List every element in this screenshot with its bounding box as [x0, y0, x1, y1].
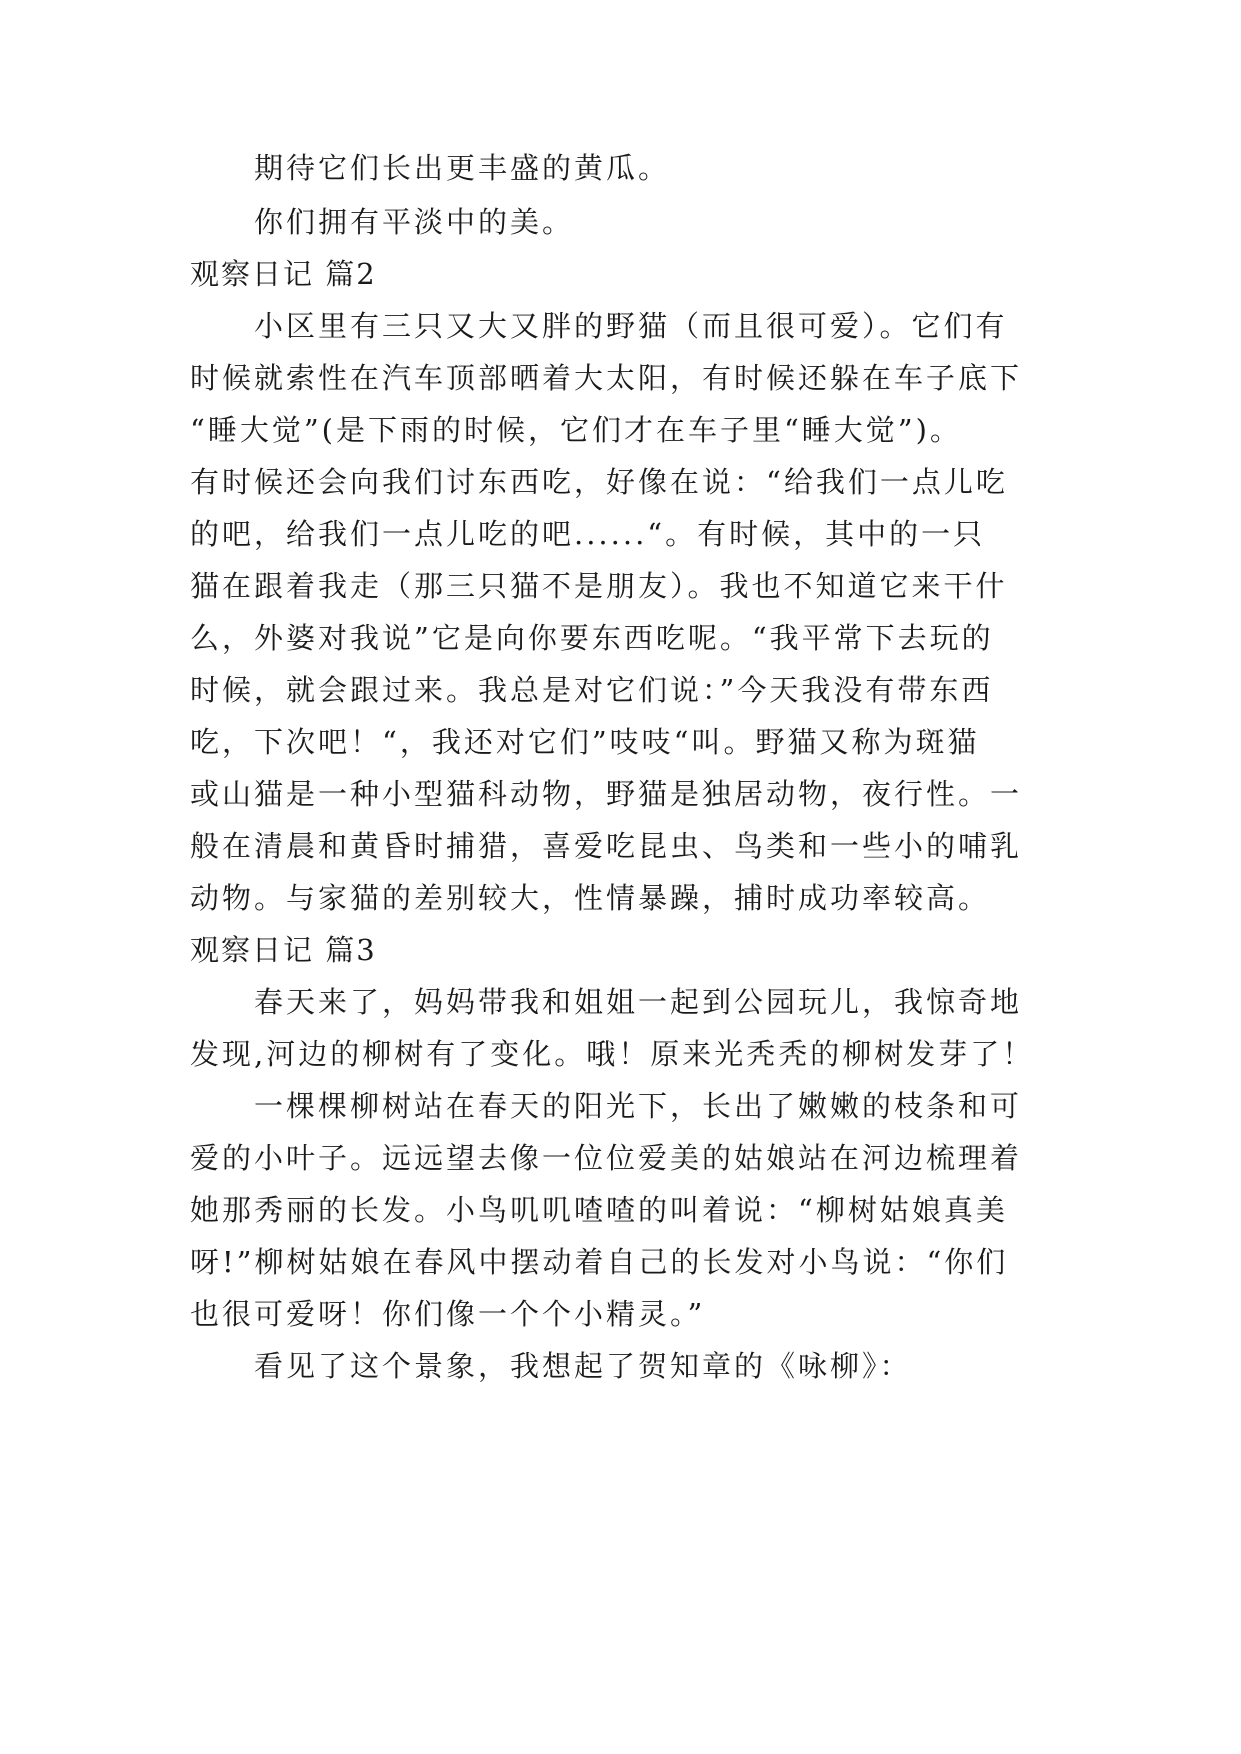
- text-line: 时候就索性在汽车顶部晒着大太阳，有时候还躲在车子底下: [190, 361, 1023, 395]
- text-line: 你们拥有平淡中的美。: [254, 205, 575, 239]
- text-line: 吃，下次吧！“，我还对它们”吱吱“叫。野猫又称为斑猫: [190, 725, 980, 759]
- text-line: “睡大觉”(是下雨的时候，它们才在车子里“睡大觉”)。: [190, 413, 962, 447]
- text-line: 有时候还会向我们讨东西吃，好像在说：“给我们一点儿吃: [190, 465, 1008, 499]
- text-line: 春天来了，妈妈带我和姐姐一起到公园玩儿，我惊奇地: [254, 985, 1023, 1019]
- text-line: 她那秀丽的长发。小鸟叽叽喳喳的叫着说：“柳树姑娘真美: [190, 1193, 1008, 1227]
- section-heading-2: 观察日记 篇2: [190, 257, 377, 291]
- text-line: 或山猫是一种小型猫科动物，野猫是独居动物，夜行性。一: [190, 777, 1023, 811]
- section-heading-3: 观察日记 篇3: [190, 933, 377, 967]
- text-line: 小区里有三只又大又胖的野猫（而且很可爱）。它们有: [254, 309, 1008, 343]
- text-line: 猫在跟着我走（那三只猫不是朋友）。我也不知道它来干什: [190, 569, 1008, 603]
- text-line: 期待它们长出更丰盛的黄瓜。: [254, 151, 671, 185]
- text-line: 的吧，给我们一点儿吃的吧......“。有时候，其中的一只: [190, 517, 986, 551]
- text-line: 爱的小叶子。远远望去像一位位爱美的姑娘站在河边梳理着: [190, 1141, 1023, 1175]
- text-line: 发现,河边的柳树有了变化。哦！原来光秃秃的柳树发芽了！: [190, 1037, 1035, 1071]
- text-line: 么，外婆对我说”它是向你要东西吃呢。“我平常下去玩的: [190, 621, 994, 655]
- text-line: 一棵棵柳树站在春天的阳光下，长出了嫩嫩的枝条和可: [254, 1089, 1023, 1123]
- text-line: 呀!”柳树姑娘在春风中摆动着自己的长发对小鸟说：“你们: [190, 1245, 1009, 1279]
- text-line: 时候，就会跟过来。我总是对它们说：”今天我没有带东西: [190, 673, 994, 707]
- text-line: 动物。与家猫的差别较大，性情暴躁，捕时成功率较高。: [190, 881, 991, 915]
- text-line: 看见了这个景象，我想起了贺知章的《咏柳》：: [254, 1349, 912, 1383]
- text-line: 般在清晨和黄昏时捕猎，喜爱吃昆虫、鸟类和一些小的哺乳: [190, 829, 1023, 863]
- text-line: 也很可爱呀！你们像一个个小精灵。”: [190, 1297, 706, 1331]
